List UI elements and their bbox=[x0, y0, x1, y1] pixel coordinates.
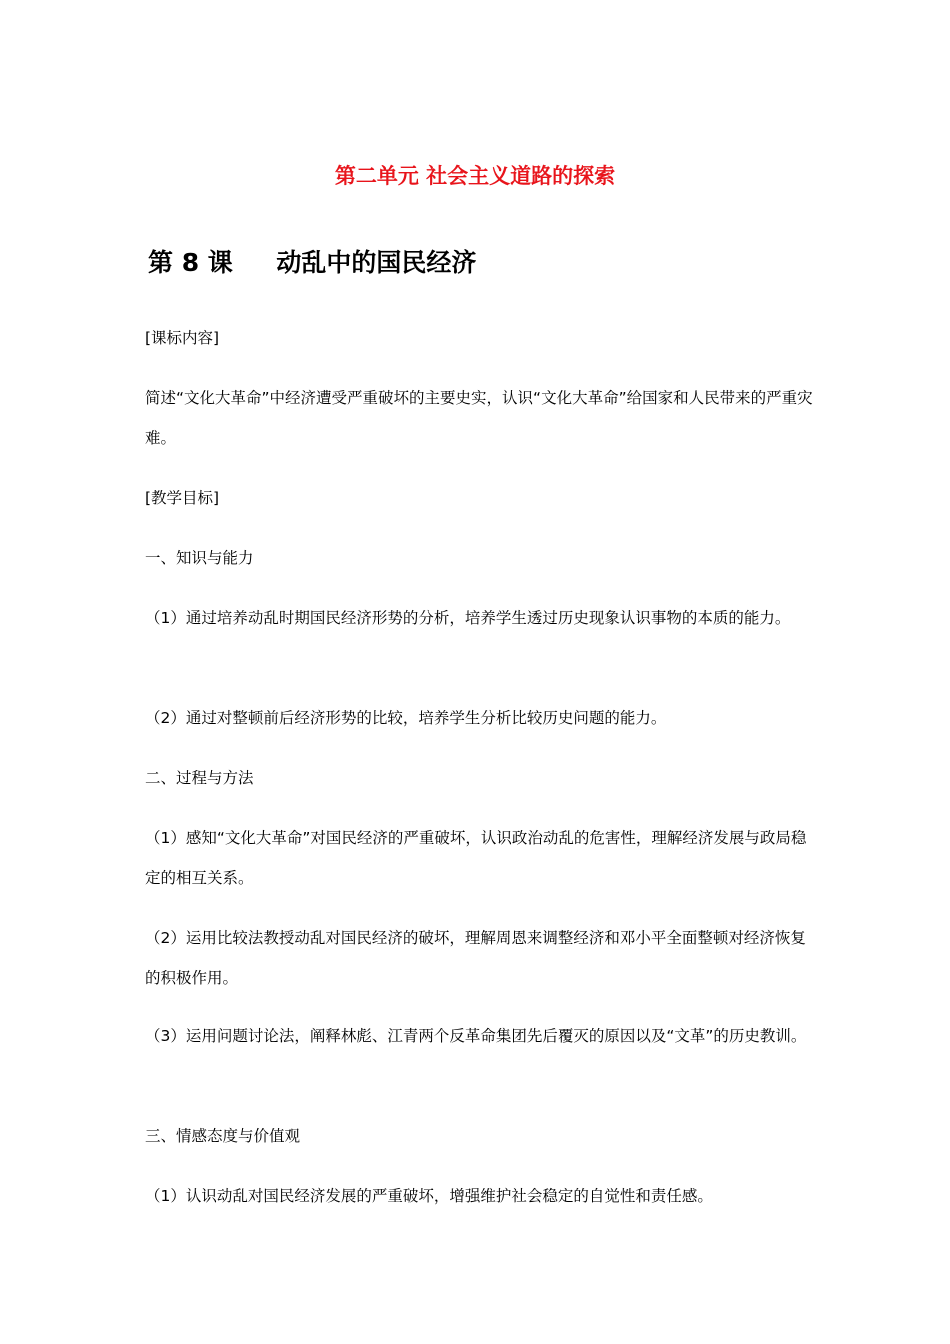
curriculum-text: 简述“文化大革命”中经济遭受严重破坏的主要史实，认识“文化大革命”给国家和人民带来的严重灾难。 bbox=[145, 389, 813, 447]
section2-item1: （1）感知“文化大革命”对国民经济的严重破坏，认识政治动乱的危害性，理解经济发展与政局稳定的相互关系。 bbox=[145, 829, 807, 887]
section3-item1: （1）认识动乱对国民经济发展的严重破坏，增强维护社会稳定的自觉性和责任感。 bbox=[145, 1187, 713, 1205]
section2-item3: （3）运用问题讨论法，阐释林彪、江青两个反革命集团先后覆灭的原因以及“文革”的历史教训。 bbox=[145, 1027, 807, 1045]
section1-item2: （2）通过对整顿前后经济形势的比较，培养学生分析比较历史问题的能力。 bbox=[145, 709, 667, 727]
unit-title: 第二单元 社会主义道路的探索 bbox=[334, 164, 616, 188]
lesson-title: 第 8 课 动乱中的国民经济 bbox=[148, 248, 477, 277]
section2-item2: （2）运用比较法教授动乱对国民经济的破坏，理解周恩来调整经济和邓小平全面整顿对经济恢复的积极作用。 bbox=[145, 929, 806, 987]
section2-heading: 二、过程与方法 bbox=[145, 769, 254, 787]
section1-heading: 一、知识与能力 bbox=[145, 549, 254, 567]
section3-heading: 三、情感态度与价值观 bbox=[145, 1127, 301, 1145]
section1-item1: （1）通过培养动乱时期国民经济形势的分析，培养学生透过历史现象认识事物的本质的能力。 bbox=[145, 609, 791, 627]
curriculum-heading: [课标内容] bbox=[145, 329, 220, 347]
objectives-heading: [教学目标] bbox=[145, 489, 220, 507]
